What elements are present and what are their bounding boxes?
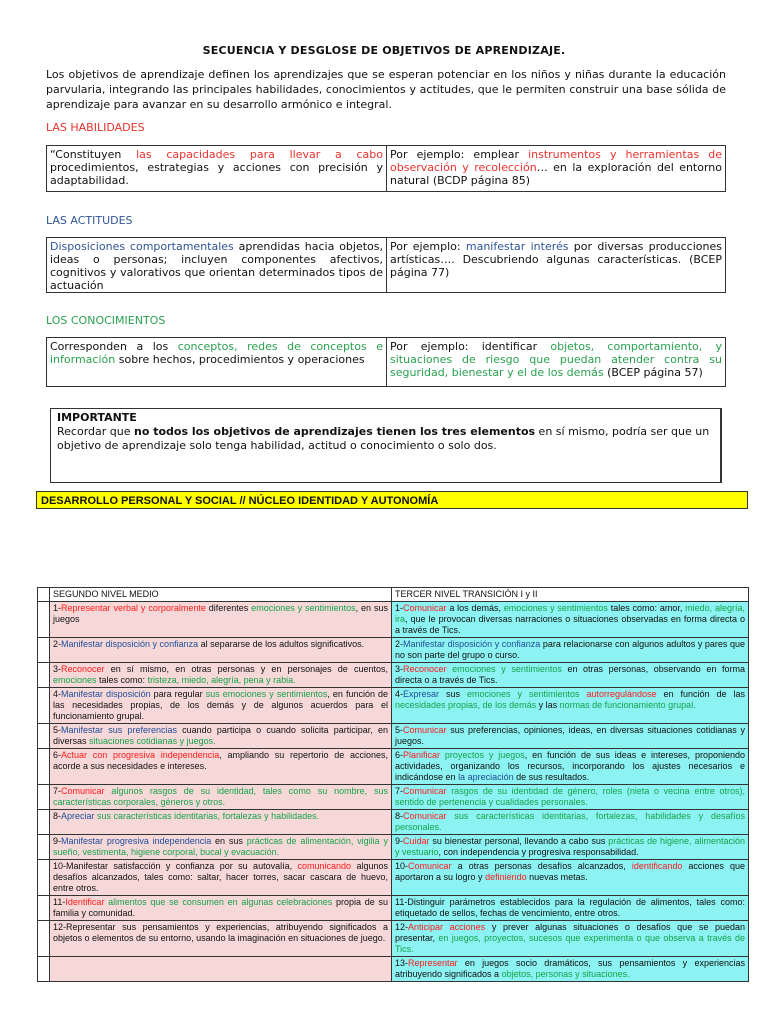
cell-text: 8-	[53, 811, 62, 821]
cell-text: propia de su familia y comunidad.	[53, 897, 388, 918]
cell-text: en otras personas, observando en forma directa o a través de Tics.	[395, 664, 745, 685]
cell-text: 9-	[395, 836, 404, 846]
row-marker	[38, 896, 50, 921]
segundo-nivel-cell	[50, 638, 392, 663]
cell-text: , con independencia y progresiva responsabilidad.	[438, 847, 639, 857]
cell-text: Actuar con progresiva independencia	[61, 750, 220, 760]
cell-text: definiendo	[485, 872, 527, 882]
actitudes-definition: Disposiciones comportamentales aprendidas hacia objetos, ideas o personas; incluyen componentes afectivos, cognitivos y valorativos que orientan determinados tipos de actuación	[47, 238, 387, 292]
cell-text: para relacionarse con algunos adultos y pares que no son parte del grupo o curso.	[395, 639, 745, 660]
document-title: SECUENCIA Y DESGLOSE DE OBJETIVOS DE APRENDIZAJE.	[202, 44, 566, 57]
row-marker	[38, 860, 50, 896]
cell-text: 4-	[395, 689, 404, 699]
table-row	[38, 810, 749, 835]
cell-text: Cuidar	[403, 836, 430, 846]
segundo-nivel-cell	[50, 749, 392, 785]
table-row	[38, 602, 749, 638]
cell-text: sus preferencias, opiniones, ideas, en diversas situaciones cotidianas y juegos.	[395, 725, 745, 746]
cell-text: 12-Representar sus pensamientos y experiencias, atribuyendo significados a objetos o elementos de su entorno, usando la imaginación en situaciones de juego.	[53, 922, 388, 943]
cell-text: a los demás,	[446, 603, 504, 613]
conocimientos-definition: Corresponden a los conceptos, redes de conceptos e información sobre hechos, procedimientos y operaciones	[47, 338, 387, 386]
cell-text: cuando participa o cuando solicita participar, en diversas	[53, 725, 388, 746]
cell-text: su bienestar personal, llevando a cabo sus	[429, 836, 609, 846]
segundo-nivel-cell	[50, 860, 392, 896]
actitudes-heading: LAS ACTITUDES	[46, 214, 133, 227]
habilidades-example: Por ejemplo: emplear instrumentos y herramientas de observación y recolección… en la exploración del entorno natural (BCDP página 85)	[390, 148, 723, 187]
cell-text: en sí mismo, en otras personas y en personajes de cuentos,	[104, 664, 388, 674]
table-row	[38, 957, 749, 982]
importante-heading: IMPORTANTE	[57, 411, 137, 424]
row-marker	[38, 638, 50, 663]
conocimientos-example: Por ejemplo: identificar objetos, comportamiento, y situaciones de riesgo que puedan atender contra su seguridad, bienestar y el de los demás (BCEP página 57)	[390, 340, 722, 379]
row-marker	[38, 688, 50, 724]
importante-box	[50, 408, 722, 483]
cell-text: Planificar	[403, 750, 441, 760]
row-marker	[38, 588, 50, 602]
cell-text: Comunicar	[61, 786, 105, 796]
cell-text: en juegos, proyectos, sucesos que experimenta o que observa a través de Tics.	[395, 933, 745, 954]
cell-text: sus	[439, 689, 467, 699]
row-marker	[38, 785, 50, 810]
habilidades-definition: “Constituyen las capacidades para llevar a cabo procedimientos, estrategias y acciones con precisión y adaptabilidad.	[47, 146, 387, 191]
cell-text: a otras personas desafíos alcanzados,	[451, 861, 632, 871]
cell-text: 5-	[53, 725, 62, 735]
cell-text: identificando	[631, 861, 683, 871]
row-marker	[38, 724, 50, 749]
cell-text: Comunicar	[403, 603, 447, 613]
cell-text: miedo, alegría, ira	[395, 603, 745, 624]
cell-text: Reconocer	[61, 664, 105, 674]
cell-text: 11-	[53, 897, 66, 907]
segundo-nivel-cell	[50, 688, 392, 724]
cell-text: 10-	[395, 861, 409, 871]
tercer-nivel-cell	[392, 785, 749, 810]
table-row	[38, 638, 749, 663]
cell-text: Anticipar acciones	[408, 922, 486, 932]
cell-text: emociones y sentimientos	[466, 689, 580, 699]
cell-text: sus emociones y sentimientos	[205, 689, 328, 699]
cell-text: Comunicar	[403, 811, 447, 821]
cell-text: la apreciación	[458, 772, 514, 782]
segundo-nivel-cell	[50, 602, 392, 638]
cell-text: objetos, personas y situaciones.	[501, 969, 630, 979]
habilidades-box	[46, 145, 726, 192]
cell-text: emociones y sentimientos	[503, 603, 608, 613]
tercer-nivel-cell	[392, 921, 749, 957]
cell-text: 5-	[395, 725, 404, 735]
tercer-nivel-cell	[392, 835, 749, 860]
segundo-nivel-cell	[50, 724, 392, 749]
cell-text: Identificar	[65, 897, 105, 907]
importante-text: Recordar que no todos los objetivos de aprendizajes tienen los tres elementos en sí mismo, podría ser que un objetivo de aprendizaje solo tenga habilidad, actitud o conocimiento o solo dos.	[57, 425, 710, 452]
cell-text: tristeza, miedo, alegría, pena y rabia.	[147, 675, 296, 685]
row-marker	[38, 921, 50, 957]
segundo-nivel-cell	[50, 896, 392, 921]
cell-text: y las	[536, 700, 560, 710]
cell-text: 1-	[395, 603, 404, 613]
cell-text: y prever algunas situaciones o desafíos que se puedan presentar,	[395, 922, 745, 943]
cell-text: 3-	[53, 664, 62, 674]
tercer-nivel-cell	[392, 810, 749, 835]
cell-text: necesidades propias, de los demás	[395, 700, 537, 710]
cell-text: prácticas de higiene, alimentación y vestuario	[395, 836, 745, 857]
cell-text: 2-	[53, 639, 62, 649]
cell-text: 1-	[53, 603, 62, 613]
segundo-nivel-cell	[50, 810, 392, 835]
segundo-nivel-cell	[50, 663, 392, 688]
cell-text: 6-	[53, 750, 62, 760]
cell-text: 10-Manifestar satisfacción y confianza por su autovalía,	[53, 861, 298, 871]
table-header-row	[38, 588, 749, 602]
row-marker	[38, 602, 50, 638]
cell-text: Representar verbal y corporalmente	[61, 603, 206, 613]
row-marker	[38, 749, 50, 785]
cell-text: situaciones cotidianas y juegos.	[89, 736, 216, 746]
cell-text: 13-	[395, 958, 409, 968]
cell-text: diferentes	[205, 603, 252, 613]
cell-text: , en función de las necesidades propias, de los demás y de algunos acuerdos para el funcionamiento grupal.	[53, 689, 389, 721]
cell-text: 12-	[395, 922, 409, 932]
cell-text: alimentos que se consumen en algunas celebraciones	[108, 897, 333, 907]
table-row	[38, 785, 749, 810]
cell-text: 4-	[53, 689, 62, 699]
conocimientos-box	[46, 337, 726, 387]
header-segundo-nivel: SEGUNDO NIVEL MEDIO	[50, 588, 392, 602]
cell-text: emociones	[53, 675, 97, 685]
cell-text: Apreciar	[61, 811, 95, 821]
conocimientos-heading: LOS CONOCIMIENTOS	[46, 314, 166, 327]
cell-text: Expresar	[403, 689, 440, 699]
cell-text: 3-	[395, 664, 404, 674]
cell-text: al separarse de los adultos significativos.	[198, 639, 365, 649]
tercer-nivel-cell	[392, 663, 749, 688]
actitudes-box	[46, 237, 726, 293]
row-marker	[38, 663, 50, 688]
tercer-nivel-cell	[392, 860, 749, 896]
cell-text: Comunicar	[403, 786, 447, 796]
objectives-table	[37, 587, 749, 982]
cell-text: emociones y sentimientos	[452, 664, 562, 674]
table-row	[38, 921, 749, 957]
cell-text: Comunicar	[403, 725, 447, 735]
tercer-nivel-cell	[392, 638, 749, 663]
cell-text: , en función de sus ideas e intereses, proponiendo actividades, organizando los recursos, incorporando los ajustes necesarios e indicándose en	[395, 750, 745, 782]
cell-text: para regular	[150, 689, 206, 699]
cell-text: tales como:	[96, 675, 148, 685]
cell-text: 6-	[395, 750, 404, 760]
row-marker	[38, 810, 50, 835]
cell-text: en sus	[211, 836, 247, 846]
actitudes-example: Por ejemplo: manifestar interés por diversas producciones artísticas…. Descubriendo algunas características. (BCEP página 77)	[390, 240, 722, 279]
tercer-nivel-cell	[392, 896, 749, 921]
cell-text: tales como: amor,	[607, 603, 686, 613]
section-band: DESARROLLO PERSONAL Y SOCIAL // NÚCLEO IDENTIDAD Y AUTONOMÍA	[36, 491, 748, 509]
cell-text: 11-Distinguir parámetros establecidos para la regulación de alimentos, tales como: etiquetado de sellos, fechas de vencimiento, entre otros.	[395, 897, 745, 918]
cell-text: Reconocer	[403, 664, 447, 674]
cell-text: normas de funcionamiento grupal.	[559, 700, 696, 710]
cell-text: Manifestar sus preferencias	[61, 725, 177, 735]
table-row	[38, 860, 749, 896]
habilidades-heading: LAS HABILIDADES	[46, 121, 145, 134]
cell-text: Comunicar	[408, 861, 452, 871]
cell-text: Manifestar disposición	[61, 689, 151, 699]
cell-text: de sus resultados.	[513, 772, 590, 782]
cell-text: rasgos de su identidad de género, roles (nieta o vecina entre otros), sentido de pertenencia y cualidades personales.	[395, 786, 745, 807]
table-row	[38, 663, 749, 688]
cell-text: 7-	[395, 786, 404, 796]
cell-text: prácticas de alimentación, vigilia y sueño, vestimenta, higiene corporal, bucal y evacuación.	[53, 836, 388, 857]
cell-text: comunicando	[297, 861, 352, 871]
cell-text: algunos desafíos alcanzados, tales como: saltar, hacer torres, sacar cascara de huevo, entre otros.	[53, 861, 389, 893]
cell-text: proyectos y juegos	[444, 750, 525, 760]
tercer-nivel-cell	[392, 957, 749, 982]
table-row	[38, 724, 749, 749]
segundo-nivel-cell	[50, 835, 392, 860]
cell-text: 2-	[395, 639, 404, 649]
table-row	[38, 896, 749, 921]
header-tercer-nivel: TERCER NIVEL TRANSICIÓN I y II	[392, 588, 749, 602]
cell-text: Manifestar disposición y confianza	[403, 639, 541, 649]
tercer-nivel-cell	[392, 688, 749, 724]
cell-text: autorregulándose	[586, 689, 657, 699]
cell-text: algunos rasgos de su identidad, tales como su nombre, sus características corporales, géneros y otros.	[53, 786, 388, 807]
cell-text: Manifestar disposición y confianza	[61, 639, 199, 649]
cell-text: 8-	[395, 811, 404, 821]
cell-text: en función de las	[656, 689, 745, 699]
tercer-nivel-cell	[392, 749, 749, 785]
table-row	[38, 749, 749, 785]
table-row	[38, 835, 749, 860]
row-marker	[38, 835, 50, 860]
cell-text: , que le provocan diversas narraciones o situaciones observadas en forma directa o a través de Tics.	[395, 614, 745, 635]
cell-text: Representar	[408, 958, 458, 968]
segundo-nivel-cell	[50, 957, 392, 982]
segundo-nivel-cell	[50, 785, 392, 810]
cell-text: 7-	[53, 786, 62, 796]
tercer-nivel-cell	[392, 602, 749, 638]
cell-text: 9-	[53, 836, 62, 846]
cell-text: en juegos socio dramáticos, sus pensamientos y experiencias atribuyendo significados a	[395, 958, 745, 979]
tercer-nivel-cell	[392, 724, 749, 749]
table-row	[38, 688, 749, 724]
cell-text: sus características identitarias, fortalezas y habilidades.	[97, 811, 320, 821]
cell-text: sus características identitarias, fortalezas, habilidades y desafíos personales.	[395, 811, 745, 832]
cell-text: , en sus juegos	[53, 603, 388, 624]
cell-text: nuevas metas.	[526, 872, 588, 882]
cell-text: emociones y sentimientos	[251, 603, 356, 613]
intro-paragraph: Los objetivos de aprendizaje definen los aprendizajes que se esperan potenciar en los niños y niñas durante la educación parvularia, integrando las principales habilidades, conocimientos y actitudes, que le permiten construir una base sólida de aprendizaje para avanzar en su desarrollo armónico e integral.	[46, 68, 726, 111]
row-marker	[38, 957, 50, 982]
cell-text: acciones que aportaron a su logro y	[395, 861, 745, 882]
cell-text: , ampliando su repertorio de acciones, acorde a sus necesidades e intereses.	[53, 750, 388, 771]
segundo-nivel-cell	[50, 921, 392, 957]
cell-text: Manifestar progresiva independencia	[61, 836, 212, 846]
